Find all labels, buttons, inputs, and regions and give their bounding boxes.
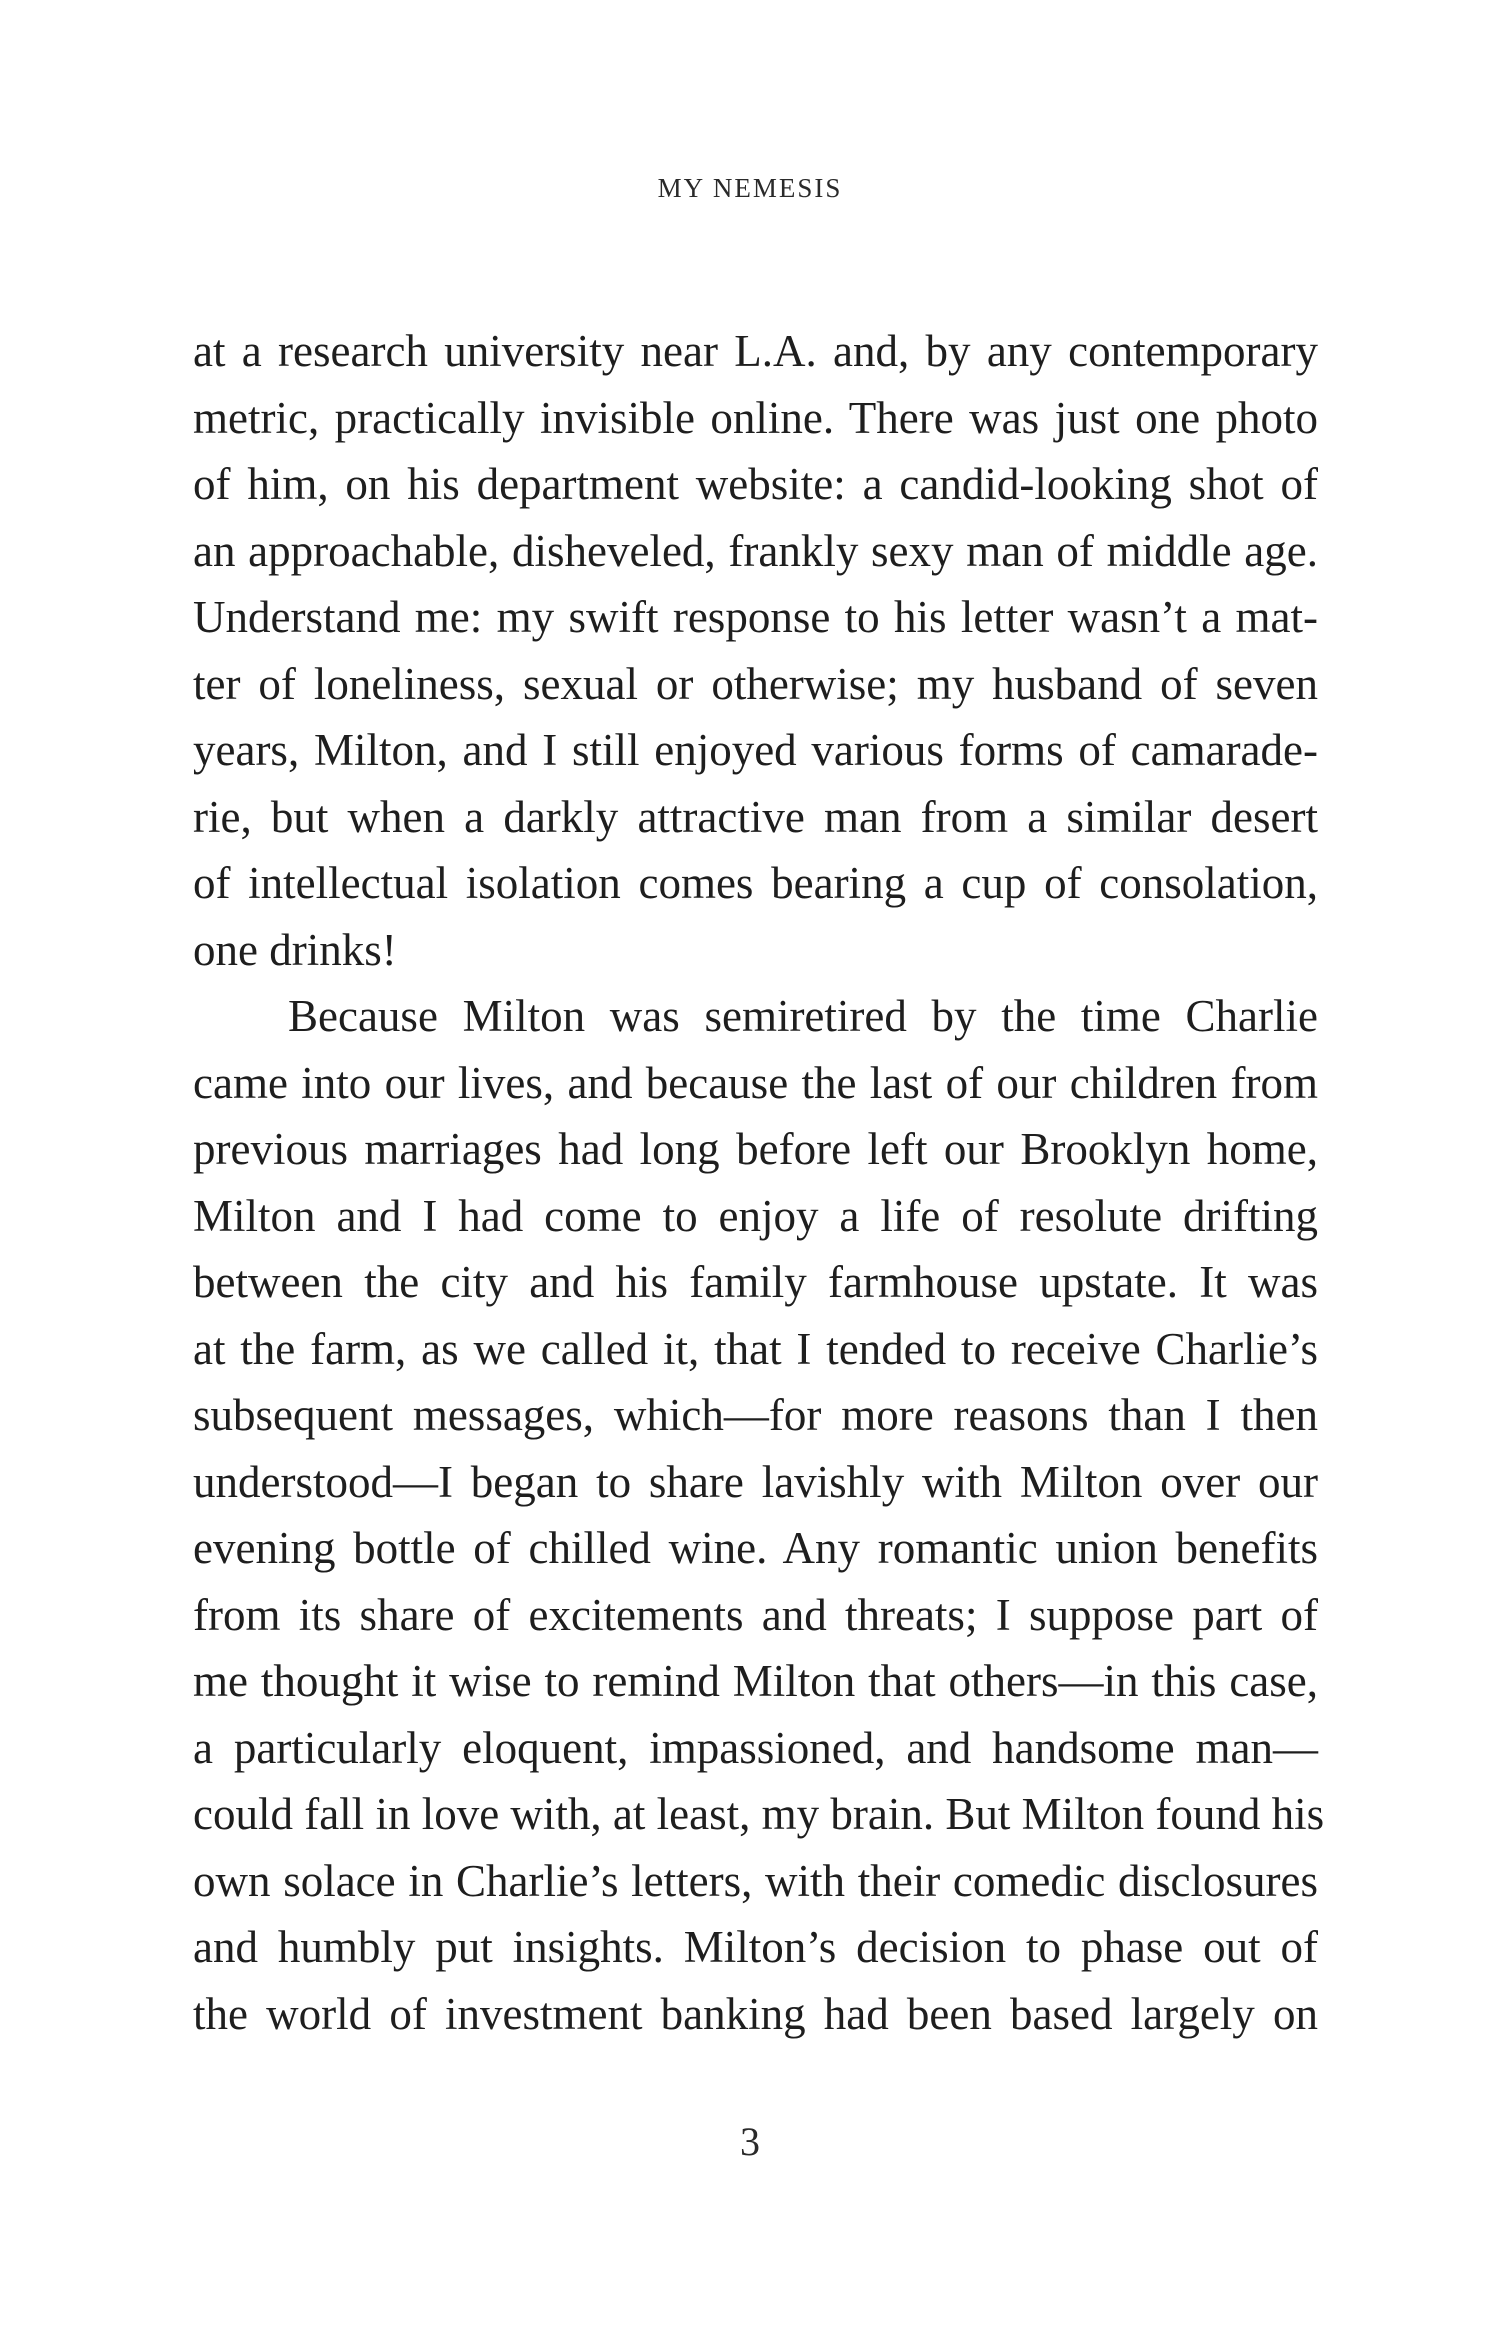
text-line: at a research university near L.A. and, by any contemporary [193, 326, 1318, 376]
text-line: from its share of excitements and threats; I suppose part of [193, 1589, 1318, 1640]
text-line: previous marriages had long before left our Brooklyn home, [193, 1124, 1318, 1174]
text-line: one drinks! [193, 924, 397, 975]
text-line: me thought it wise to remind Milton that others—in this case, [193, 1656, 1318, 1706]
text-line: of intellectual isolation comes bearing a cup of consolation, [193, 858, 1318, 908]
text-line: rie, but when a darkly attractive man from a similar desert [193, 791, 1318, 842]
text-line: between the city and his family farmhouse upstate. It was [193, 1257, 1318, 1307]
text-line: a particularly eloquent, impassioned, and handsome man— [193, 1722, 1318, 1773]
text-line: Because Milton was semiretired by the time Charlie [288, 991, 1318, 1041]
text-line: and humbly put insights. Milton’s decision to phase out of [193, 1922, 1318, 1972]
text-line: at the farm, as we called it, that I tended to receive Charlie’s [193, 1323, 1318, 1374]
page-number: 3 [740, 2119, 760, 2164]
text-line: ter of loneliness, sexual or otherwise; my husband of seven [193, 658, 1318, 709]
body-text [193, 318, 1325, 2047]
text-line: could fall in love with, at least, my brain. But Milton found his [193, 1789, 1325, 1839]
text-line: an approachable, disheveled, frankly sexy man of middle age. [193, 525, 1318, 576]
paragraph-1 [193, 318, 1318, 983]
text-line: understood—I began to share lavishly with Milton over our [193, 1456, 1318, 1507]
text-line: Understand me: my swift response to his letter wasn’t a mat- [193, 592, 1318, 642]
running-head: MY NEMESIS [657, 173, 843, 203]
text-line: the world of investment banking had been based largely on [193, 1988, 1318, 2039]
text-line: of him, on his department website: a candid-looking shot of [193, 459, 1318, 509]
text-line: own solace in Charlie’s letters, with their comedic disclosures [193, 1855, 1318, 1906]
text-line: years, Milton, and I still enjoyed various forms of camarade- [193, 725, 1318, 775]
text-line: came into our lives, and because the last of our children from [193, 1057, 1318, 1108]
text-line: evening bottle of chilled wine. Any romantic union benefits [193, 1523, 1318, 1573]
text-line: metric, practically invisible online. There was just one photo [193, 392, 1318, 443]
text-line: Milton and I had come to enjoy a life of resolute drifting [193, 1190, 1318, 1241]
text-line: subsequent messages, which—for more reasons than I then [193, 1390, 1318, 1440]
paragraph-2 [193, 983, 1325, 2047]
